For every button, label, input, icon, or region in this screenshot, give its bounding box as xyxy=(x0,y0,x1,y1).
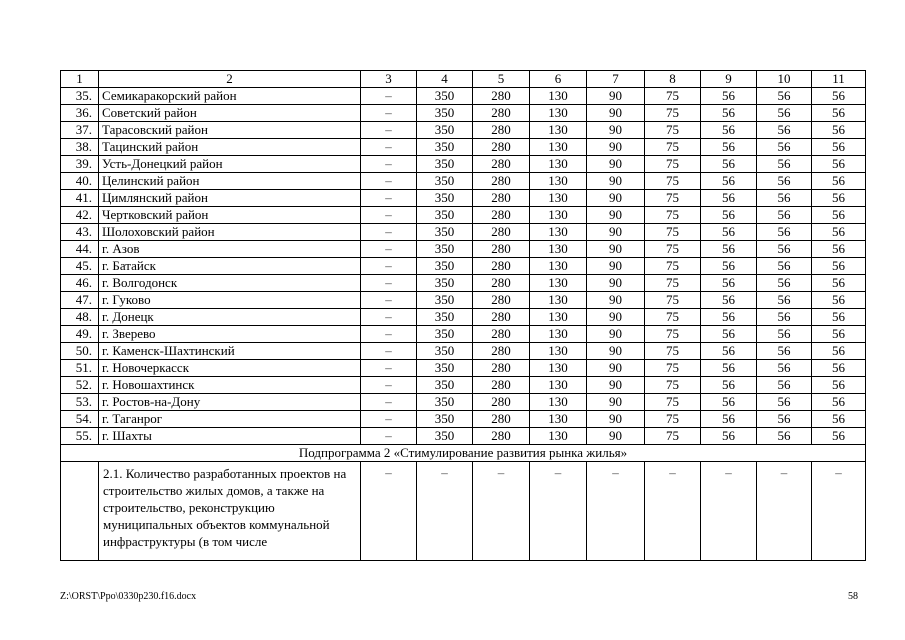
value-cell: 56 xyxy=(701,156,757,173)
district-name-cell: Шолоховский район xyxy=(99,224,361,241)
district-name-cell: г. Донецк xyxy=(99,309,361,326)
value-cell: 130 xyxy=(530,360,587,377)
value-cell: 56 xyxy=(757,105,812,122)
district-name-cell: г. Шахты xyxy=(99,428,361,445)
row-number-cell: 46. xyxy=(61,275,99,292)
value-cell: 280 xyxy=(473,224,530,241)
district-name-cell: Целинский район xyxy=(99,173,361,190)
table-row xyxy=(61,292,866,309)
district-name-cell: Семикаракорский район xyxy=(99,88,361,105)
value-cell: 90 xyxy=(587,122,645,139)
district-name-cell: Тарасовский район xyxy=(99,122,361,139)
dash-cell: – xyxy=(361,105,417,122)
value-cell: 90 xyxy=(587,88,645,105)
value-cell: 350 xyxy=(417,326,473,343)
column-number-header: 1 xyxy=(61,71,99,88)
value-cell: 75 xyxy=(645,309,701,326)
value-cell: 130 xyxy=(530,173,587,190)
value-cell: 130 xyxy=(530,88,587,105)
value-cell: 90 xyxy=(587,224,645,241)
value-cell: 75 xyxy=(645,292,701,309)
value-cell: 75 xyxy=(645,105,701,122)
dash-cell: – xyxy=(812,462,866,561)
row-number-cell: 41. xyxy=(61,190,99,207)
row-number-cell: 49. xyxy=(61,326,99,343)
value-cell: 90 xyxy=(587,343,645,360)
value-cell: 56 xyxy=(701,326,757,343)
value-cell: 56 xyxy=(701,292,757,309)
footer-page-number: 58 xyxy=(848,591,858,602)
district-name-cell: г. Новошахтинск xyxy=(99,377,361,394)
value-cell: 350 xyxy=(417,275,473,292)
value-cell: 350 xyxy=(417,428,473,445)
value-cell: 280 xyxy=(473,411,530,428)
value-cell: 350 xyxy=(417,139,473,156)
value-cell: 130 xyxy=(530,241,587,258)
value-cell: 90 xyxy=(587,190,645,207)
value-cell: 56 xyxy=(757,190,812,207)
district-name-cell: г. Ростов-на-Дону xyxy=(99,394,361,411)
value-cell: 130 xyxy=(530,377,587,394)
table-row xyxy=(61,309,866,326)
value-cell: 350 xyxy=(417,411,473,428)
district-name-cell: г. Гуково xyxy=(99,292,361,309)
value-cell: 56 xyxy=(812,105,866,122)
data-table xyxy=(60,70,866,561)
dash-cell: – xyxy=(701,462,757,561)
value-cell: 56 xyxy=(757,326,812,343)
value-cell: 350 xyxy=(417,360,473,377)
value-cell: 90 xyxy=(587,394,645,411)
value-cell: 56 xyxy=(701,258,757,275)
value-cell: 75 xyxy=(645,190,701,207)
value-cell: 75 xyxy=(645,207,701,224)
dash-cell: – xyxy=(587,462,645,561)
row-number-cell: 40. xyxy=(61,173,99,190)
value-cell: 75 xyxy=(645,343,701,360)
value-cell: 280 xyxy=(473,326,530,343)
value-cell: 350 xyxy=(417,190,473,207)
value-cell: 280 xyxy=(473,105,530,122)
value-cell: 56 xyxy=(701,309,757,326)
value-cell: 90 xyxy=(587,207,645,224)
dash-cell: – xyxy=(361,224,417,241)
value-cell: 56 xyxy=(701,190,757,207)
value-cell: 75 xyxy=(645,139,701,156)
value-cell: 56 xyxy=(812,139,866,156)
value-cell: 56 xyxy=(757,394,812,411)
dash-cell: – xyxy=(361,343,417,360)
value-cell: 56 xyxy=(757,309,812,326)
table-row xyxy=(61,207,866,224)
value-cell: 90 xyxy=(587,139,645,156)
district-name-cell: г. Зверево xyxy=(99,326,361,343)
value-cell: 75 xyxy=(645,428,701,445)
value-cell: 56 xyxy=(757,360,812,377)
district-name-cell: г. Волгодонск xyxy=(99,275,361,292)
value-cell: 75 xyxy=(645,241,701,258)
value-cell: 56 xyxy=(812,122,866,139)
dash-cell: – xyxy=(361,207,417,224)
dash-cell: – xyxy=(361,462,417,561)
value-cell: 56 xyxy=(812,258,866,275)
value-cell: 130 xyxy=(530,105,587,122)
district-name-cell: Тацинский район xyxy=(99,139,361,156)
district-name-cell: г. Батайск xyxy=(99,258,361,275)
dash-cell: – xyxy=(361,173,417,190)
value-cell: 56 xyxy=(757,224,812,241)
value-cell: 130 xyxy=(530,275,587,292)
column-number-header: 10 xyxy=(757,71,812,88)
row-number-cell: 55. xyxy=(61,428,99,445)
value-cell: 56 xyxy=(812,326,866,343)
value-cell: 56 xyxy=(812,411,866,428)
column-number-header: 6 xyxy=(530,71,587,88)
table-row xyxy=(61,258,866,275)
column-number-header: 7 xyxy=(587,71,645,88)
dash-cell: – xyxy=(361,309,417,326)
row-number-cell: 36. xyxy=(61,105,99,122)
row-number-cell: 48. xyxy=(61,309,99,326)
table-row xyxy=(61,156,866,173)
value-cell: 56 xyxy=(812,173,866,190)
district-name-cell: Чертковский район xyxy=(99,207,361,224)
value-cell: 56 xyxy=(701,377,757,394)
value-cell: 56 xyxy=(812,241,866,258)
value-cell: 75 xyxy=(645,377,701,394)
value-cell: 56 xyxy=(812,428,866,445)
value-cell: 350 xyxy=(417,309,473,326)
value-cell: 75 xyxy=(645,360,701,377)
table-row xyxy=(61,275,866,292)
value-cell: 90 xyxy=(587,309,645,326)
table-row xyxy=(61,377,866,394)
row-number-cell: 42. xyxy=(61,207,99,224)
dash-cell: – xyxy=(361,122,417,139)
value-cell: 75 xyxy=(645,411,701,428)
dash-cell: – xyxy=(361,428,417,445)
value-cell: 75 xyxy=(645,224,701,241)
value-cell: 350 xyxy=(417,207,473,224)
value-cell: 280 xyxy=(473,309,530,326)
row-number-cell: 54. xyxy=(61,411,99,428)
value-cell: 280 xyxy=(473,292,530,309)
value-cell: 75 xyxy=(645,173,701,190)
value-cell: 130 xyxy=(530,156,587,173)
value-cell: 280 xyxy=(473,258,530,275)
dash-cell: – xyxy=(361,258,417,275)
value-cell: 280 xyxy=(473,207,530,224)
table-row xyxy=(61,326,866,343)
row-number-cell: 38. xyxy=(61,139,99,156)
value-cell: 56 xyxy=(812,309,866,326)
value-cell: 280 xyxy=(473,275,530,292)
footer-file-path: Z:\ORST\Ppo\0330p230.f16.docx xyxy=(60,591,197,602)
district-name-cell: г. Каменск-Шахтинский xyxy=(99,343,361,360)
value-cell: 90 xyxy=(587,258,645,275)
table-row xyxy=(61,411,866,428)
column-number-header: 2 xyxy=(99,71,361,88)
column-number-header: 9 xyxy=(701,71,757,88)
value-cell: 130 xyxy=(530,292,587,309)
value-cell: 350 xyxy=(417,122,473,139)
table-row xyxy=(61,360,866,377)
value-cell: 280 xyxy=(473,139,530,156)
value-cell: 280 xyxy=(473,122,530,139)
value-cell: 56 xyxy=(812,292,866,309)
dash-cell: – xyxy=(361,292,417,309)
value-cell: 130 xyxy=(530,309,587,326)
row-number-cell: 47. xyxy=(61,292,99,309)
value-cell: 90 xyxy=(587,156,645,173)
subprogram-row xyxy=(61,445,866,462)
value-cell: 75 xyxy=(645,88,701,105)
column-number-header: 5 xyxy=(473,71,530,88)
table-row xyxy=(61,139,866,156)
dash-cell: – xyxy=(473,462,530,561)
dash-cell: – xyxy=(417,462,473,561)
value-cell: 350 xyxy=(417,258,473,275)
column-number-header: 4 xyxy=(417,71,473,88)
column-number-header: 11 xyxy=(812,71,866,88)
value-cell: 56 xyxy=(757,292,812,309)
column-number-header: 8 xyxy=(645,71,701,88)
column-number-header: 3 xyxy=(361,71,417,88)
value-cell: 56 xyxy=(701,360,757,377)
value-cell: 130 xyxy=(530,190,587,207)
value-cell: 350 xyxy=(417,292,473,309)
row-number-cell: 50. xyxy=(61,343,99,360)
dash-cell: – xyxy=(361,377,417,394)
dash-cell: – xyxy=(361,88,417,105)
value-cell: 56 xyxy=(701,122,757,139)
table-row xyxy=(61,122,866,139)
row-number-cell: 44. xyxy=(61,241,99,258)
value-cell: 350 xyxy=(417,88,473,105)
value-cell: 56 xyxy=(812,275,866,292)
value-cell: 90 xyxy=(587,173,645,190)
value-cell: 56 xyxy=(701,275,757,292)
value-cell: 280 xyxy=(473,343,530,360)
value-cell: 90 xyxy=(587,377,645,394)
value-cell: 130 xyxy=(530,122,587,139)
value-cell: 56 xyxy=(701,411,757,428)
dash-cell: – xyxy=(361,275,417,292)
table-row xyxy=(61,105,866,122)
row-number-cell: 39. xyxy=(61,156,99,173)
value-cell: 56 xyxy=(701,139,757,156)
dash-cell: – xyxy=(361,156,417,173)
row-number-cell: 52. xyxy=(61,377,99,394)
value-cell: 350 xyxy=(417,173,473,190)
district-name-cell: г. Новочеркасск xyxy=(99,360,361,377)
value-cell: 56 xyxy=(757,275,812,292)
value-cell: 56 xyxy=(757,428,812,445)
table-row xyxy=(61,462,866,561)
value-cell: 56 xyxy=(757,411,812,428)
value-cell: 90 xyxy=(587,275,645,292)
value-cell: 350 xyxy=(417,394,473,411)
value-cell: 56 xyxy=(812,343,866,360)
value-cell: 280 xyxy=(473,88,530,105)
value-cell: 56 xyxy=(701,173,757,190)
value-cell: 90 xyxy=(587,428,645,445)
value-cell: 75 xyxy=(645,326,701,343)
value-cell: 280 xyxy=(473,190,530,207)
table-row xyxy=(61,428,866,445)
dash-cell: – xyxy=(530,462,587,561)
value-cell: 56 xyxy=(757,377,812,394)
value-cell: 56 xyxy=(757,173,812,190)
value-cell: 90 xyxy=(587,411,645,428)
value-cell: 56 xyxy=(757,156,812,173)
value-cell: 130 xyxy=(530,343,587,360)
district-name-cell: Цимлянский район xyxy=(99,190,361,207)
district-name-cell: г. Азов xyxy=(99,241,361,258)
value-cell: 90 xyxy=(587,360,645,377)
district-name-cell: Советский район xyxy=(99,105,361,122)
table-row xyxy=(61,241,866,258)
value-cell: 56 xyxy=(701,428,757,445)
value-cell: 56 xyxy=(701,207,757,224)
value-cell: 280 xyxy=(473,156,530,173)
value-cell: 280 xyxy=(473,241,530,258)
value-cell: 130 xyxy=(530,326,587,343)
table-header-row xyxy=(61,71,866,88)
value-cell: 56 xyxy=(701,343,757,360)
value-cell: 130 xyxy=(530,224,587,241)
value-cell: 280 xyxy=(473,360,530,377)
value-cell: 130 xyxy=(530,207,587,224)
value-cell: 75 xyxy=(645,156,701,173)
dash-cell: – xyxy=(361,360,417,377)
value-cell: 56 xyxy=(757,258,812,275)
value-cell: 56 xyxy=(812,394,866,411)
value-cell: 350 xyxy=(417,343,473,360)
value-cell: 350 xyxy=(417,105,473,122)
value-cell: 280 xyxy=(473,428,530,445)
indicator-description-cell: 2.1. Количество разработанных проектов на строительство жилых домов, а также на строительство, реконструкцию муниципальных объектов коммунальной инфраструктуры (в том числе xyxy=(99,462,361,561)
value-cell: 90 xyxy=(587,326,645,343)
dash-cell: – xyxy=(757,462,812,561)
value-cell: 350 xyxy=(417,377,473,394)
value-cell: 280 xyxy=(473,394,530,411)
value-cell: 56 xyxy=(812,377,866,394)
district-name-cell: г. Таганрог xyxy=(99,411,361,428)
value-cell: 56 xyxy=(812,224,866,241)
value-cell: 56 xyxy=(701,105,757,122)
value-cell: 90 xyxy=(587,105,645,122)
value-cell: 56 xyxy=(701,88,757,105)
value-cell: 130 xyxy=(530,258,587,275)
value-cell: 56 xyxy=(757,139,812,156)
value-cell: 56 xyxy=(812,88,866,105)
row-number-cell: 51. xyxy=(61,360,99,377)
table-row xyxy=(61,173,866,190)
table-row xyxy=(61,394,866,411)
value-cell: 56 xyxy=(812,360,866,377)
row-number-cell: 43. xyxy=(61,224,99,241)
dash-cell: – xyxy=(361,326,417,343)
table-row xyxy=(61,224,866,241)
value-cell: 130 xyxy=(530,394,587,411)
value-cell: 56 xyxy=(757,241,812,258)
value-cell: 56 xyxy=(757,88,812,105)
value-cell: 56 xyxy=(812,156,866,173)
value-cell: 75 xyxy=(645,258,701,275)
value-cell: 56 xyxy=(757,343,812,360)
row-number-cell: 53. xyxy=(61,394,99,411)
value-cell: 56 xyxy=(812,190,866,207)
dash-cell: – xyxy=(361,394,417,411)
value-cell: 350 xyxy=(417,156,473,173)
value-cell: 75 xyxy=(645,275,701,292)
value-cell: 75 xyxy=(645,394,701,411)
row-number-cell: 37. xyxy=(61,122,99,139)
table-row xyxy=(61,190,866,207)
value-cell: 280 xyxy=(473,173,530,190)
table-row xyxy=(61,88,866,105)
row-number-cell: 35. xyxy=(61,88,99,105)
value-cell: 56 xyxy=(812,207,866,224)
district-name-cell: Усть-Донецкий район xyxy=(99,156,361,173)
row-number-cell xyxy=(61,462,99,561)
dash-cell: – xyxy=(361,241,417,258)
value-cell: 75 xyxy=(645,122,701,139)
value-cell: 130 xyxy=(530,411,587,428)
value-cell: 130 xyxy=(530,428,587,445)
value-cell: 350 xyxy=(417,224,473,241)
value-cell: 350 xyxy=(417,241,473,258)
value-cell: 130 xyxy=(530,139,587,156)
row-number-cell: 45. xyxy=(61,258,99,275)
dash-cell: – xyxy=(361,190,417,207)
value-cell: 90 xyxy=(587,241,645,258)
value-cell: 56 xyxy=(757,207,812,224)
value-cell: 90 xyxy=(587,292,645,309)
value-cell: 56 xyxy=(701,224,757,241)
value-cell: 56 xyxy=(757,122,812,139)
table-row xyxy=(61,343,866,360)
value-cell: 280 xyxy=(473,377,530,394)
dash-cell: – xyxy=(645,462,701,561)
value-cell: 56 xyxy=(701,241,757,258)
dash-cell: – xyxy=(361,411,417,428)
value-cell: 56 xyxy=(701,394,757,411)
dash-cell: – xyxy=(361,139,417,156)
subprogram-title: Подпрограмма 2 «Стимулирование развития рынка жилья» xyxy=(61,445,866,462)
